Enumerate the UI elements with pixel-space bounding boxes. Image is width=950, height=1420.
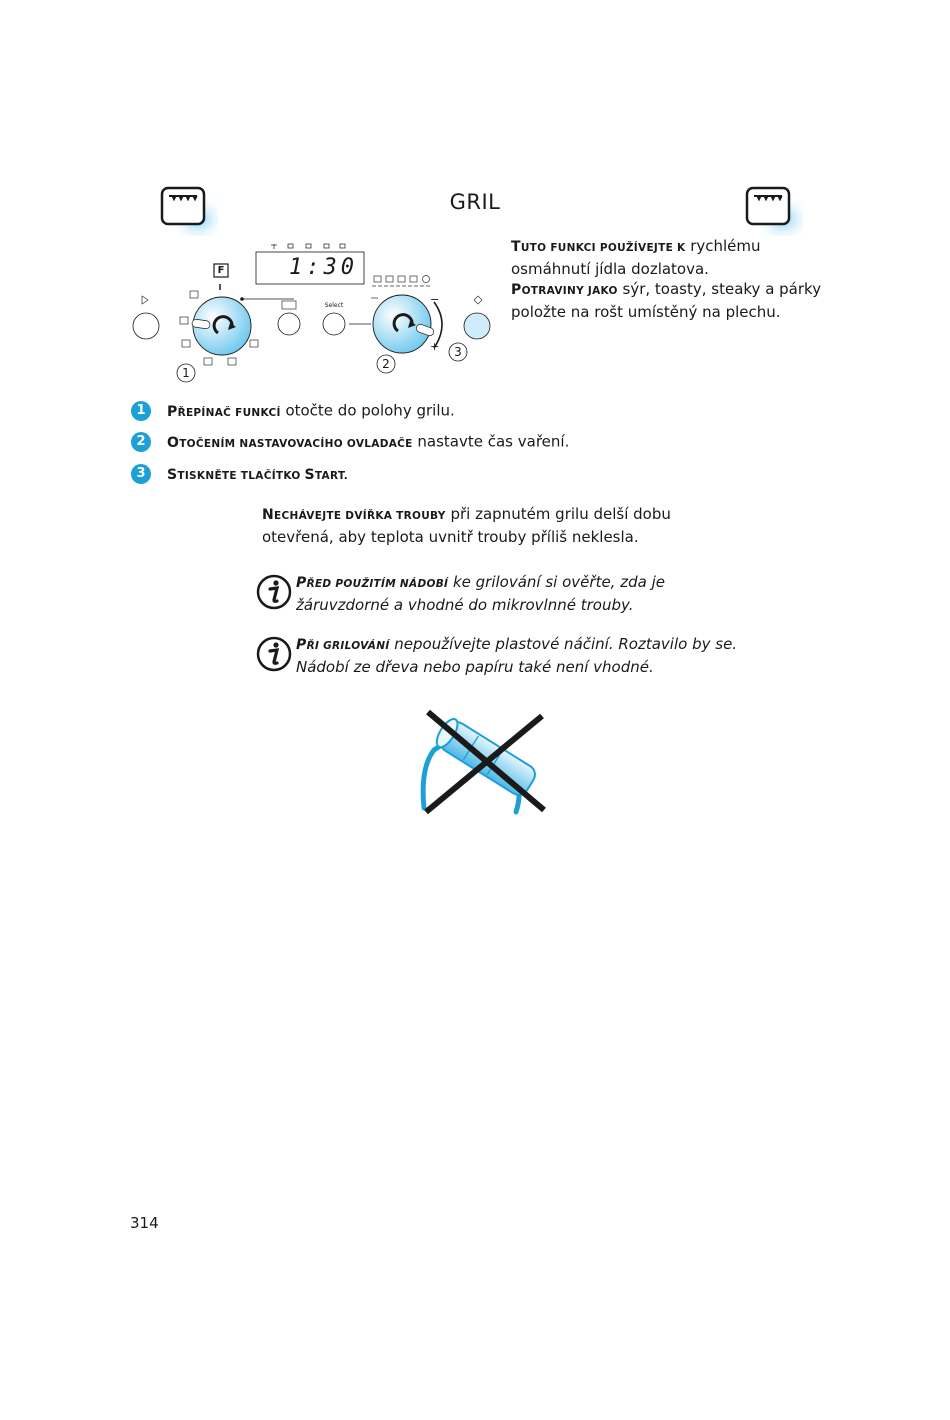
step-1: 1 PŘEPÍNAČ FUNKCÍ otočte do polohy grilu.: [131, 401, 455, 421]
control-panel-diagram: [128, 238, 498, 388]
step-number: 2: [131, 432, 151, 452]
info-note-2: PŘI GRILOVÁNÍ nepoužívejte plastové náčiní. Roztavilo by se. Nádobí ze dřeva nebo papíru také není vhodné.: [256, 634, 756, 678]
grill-function-icon-right: [745, 186, 805, 240]
intro-text: [511, 236, 831, 322]
warning-text: NECHÁVEJTE DVÍŘKA TROUBY při zapnutém grilu delší dobu otevřená, aby teplota uvnitř trouby příliš neklesla.: [262, 505, 671, 546]
step-number: 3: [131, 464, 151, 484]
function-marker: F: [217, 265, 225, 276]
info-note-1: PŘED POUŽITÍM NÁDOBÍ ke grilování si ověřte, zda je žáruvzdorné a vhodné do mikrovlnné trouby.: [256, 572, 756, 616]
crossed-out-plastic-container-icon: [412, 708, 552, 820]
intro-line-1: TUTO FUNKCI POUŽÍVEJTE K rychlému osmáhnutí jídla dozlatova.: [511, 237, 761, 278]
callout-2: 2: [382, 357, 390, 371]
callout-1: 1: [182, 366, 190, 380]
page-title: GRIL: [449, 190, 501, 214]
step-number: 1: [131, 401, 151, 421]
page-number: 314: [130, 1214, 159, 1232]
plus-sign: +: [430, 340, 440, 353]
step-2: 2 OTOČENÍM NASTAVOVACÍHO OVLADAČE nastavte čas vaření.: [131, 432, 569, 452]
callout-3: 3: [454, 345, 462, 359]
minus-sign: −: [430, 293, 440, 306]
select-button-label: Select: [324, 302, 344, 309]
oven-display-time: 1:30: [289, 255, 358, 280]
info-icon: [256, 574, 292, 610]
info-icon: [256, 636, 292, 672]
step-3: 3 STISKNĚTE TLAČÍTKO START.: [131, 464, 348, 484]
intro-line-2: POTRAVINY JAKO sýr, toasty, steaky a párky položte na rošt umístěný na plechu.: [511, 280, 822, 321]
